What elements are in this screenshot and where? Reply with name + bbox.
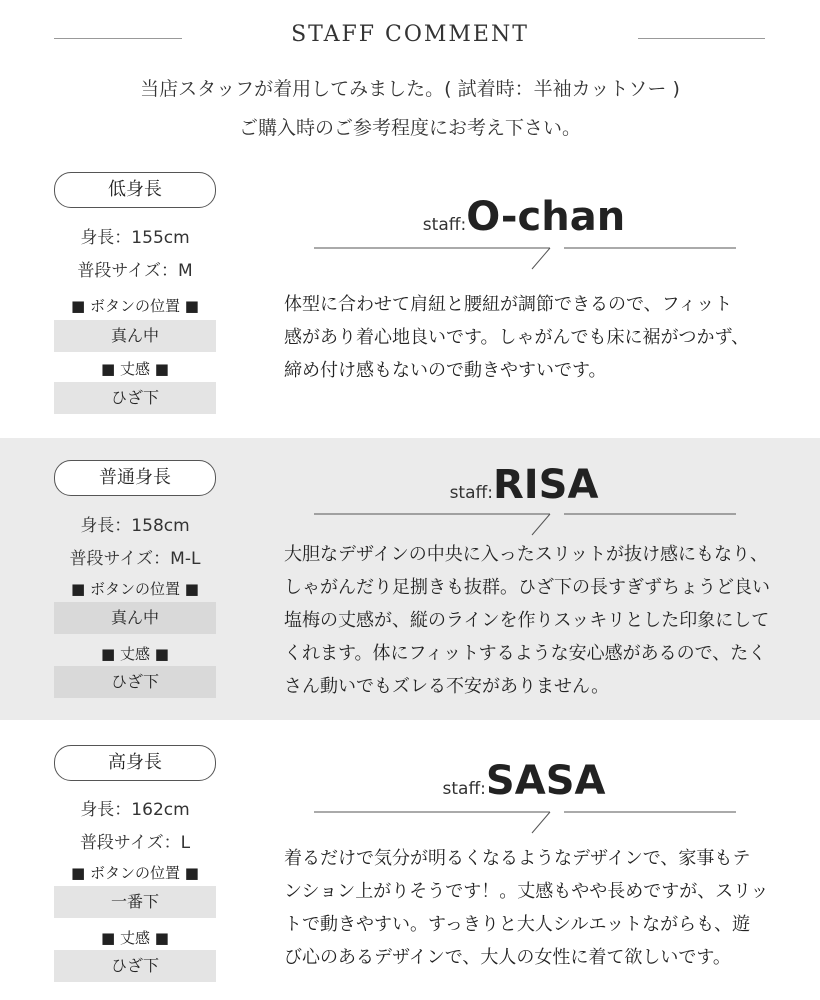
comment-line: 大胆なデザインの中央に入ったスリットが抜け感にもなり、 — [284, 544, 769, 565]
staff-comment — [284, 288, 784, 387]
intro-line-2: ご購入時のご参考程度にお考え下さい。 — [238, 117, 581, 139]
staff-section-risa — [0, 438, 820, 720]
staff-height: 身長：155cm — [80, 228, 190, 248]
staff-comment-header — [0, 0, 820, 160]
staff-name: RISA — [492, 462, 599, 508]
comment-line: ンション上がりそうです！。丈感もやや長めですが、スリッ — [284, 881, 769, 902]
body-type-badge: 普通身長 — [54, 460, 216, 496]
staff-height: 身長：162cm — [80, 800, 190, 820]
body-type-badge: 高身長 — [54, 745, 216, 781]
staff-usual-size: 普段サイズ：L — [79, 833, 191, 853]
staff-comment — [284, 842, 784, 974]
button-position-value: 一番下 — [54, 886, 216, 918]
comment-line: 塩梅の丈感が、縦のラインを作りスッキリとした印象にして — [284, 610, 770, 631]
comment-line: び心のあるデザインで、大人の女性に着て欲しいです。 — [284, 947, 731, 968]
staff-usual-size: 普段サイズ：M-L — [69, 549, 201, 569]
staff-section-ochan — [0, 160, 820, 438]
length-label: ■ 丈感 ■ — [101, 645, 169, 663]
comment-line: しゃがんだり足捌きも抜群。ひざ下の長すぎずちょうど良い — [284, 577, 770, 598]
staff-name-heading — [314, 758, 734, 808]
intro-line-1: 当店スタッフが着用してみました。( 試着時：半袖カットソー ) — [140, 78, 680, 100]
button-position-value: 真ん中 — [54, 320, 216, 352]
button-position-label: ■ ボタンの位置 ■ — [71, 580, 199, 598]
staff-prefix: staff: — [449, 483, 493, 503]
staff-prefix: staff: — [442, 779, 486, 799]
speech-divider — [314, 806, 736, 846]
section-title: STAFF COMMENT — [291, 22, 529, 47]
body-type-badge: 低身長 — [54, 172, 216, 208]
comment-line: 着るだけで気分が明るくなるようなデザインで、家事もテ — [284, 848, 751, 869]
title-row — [0, 22, 820, 50]
length-value: ひざ下 — [54, 382, 216, 414]
staff-name-heading — [314, 194, 734, 244]
length-label: ■ 丈感 ■ — [101, 929, 169, 947]
comment-line: トで動きやすい。すっきりと大人シルエットながらも、遊 — [284, 914, 751, 935]
staff-section-sasa — [0, 720, 820, 1000]
staff-prefix: staff: — [422, 215, 467, 235]
staff-comment — [284, 538, 784, 703]
button-position-label: ■ ボタンの位置 ■ — [71, 864, 199, 882]
comment-line: さん動いでもズレる不安がありません。 — [284, 676, 610, 697]
comment-line: 体型に合わせて肩紐と腰紐が調節できるので、フィット — [284, 294, 733, 315]
comment-line: くれます。体にフィットするような安心感があるので、たく — [284, 643, 767, 664]
staff-usual-size: 普段サイズ：M — [77, 261, 193, 281]
button-position-value: 真ん中 — [54, 602, 216, 634]
comment-line: 締め付け感もないので動きやすいです。 — [284, 360, 607, 381]
speech-divider — [314, 242, 736, 282]
staff-name: SASA — [485, 758, 606, 804]
staff-name-heading — [314, 462, 734, 512]
length-value: ひざ下 — [54, 666, 216, 698]
button-position-label: ■ ボタンの位置 ■ — [71, 297, 199, 315]
staff-name: O-chan — [466, 194, 626, 240]
length-label: ■ 丈感 ■ — [101, 360, 169, 378]
title-divider-right — [638, 38, 765, 39]
comment-line: 感があり着心地良いです。しゃがんでも床に裾がつかず、 — [284, 327, 750, 348]
staff-height: 身長：158cm — [80, 516, 190, 536]
length-value: ひざ下 — [54, 950, 216, 982]
